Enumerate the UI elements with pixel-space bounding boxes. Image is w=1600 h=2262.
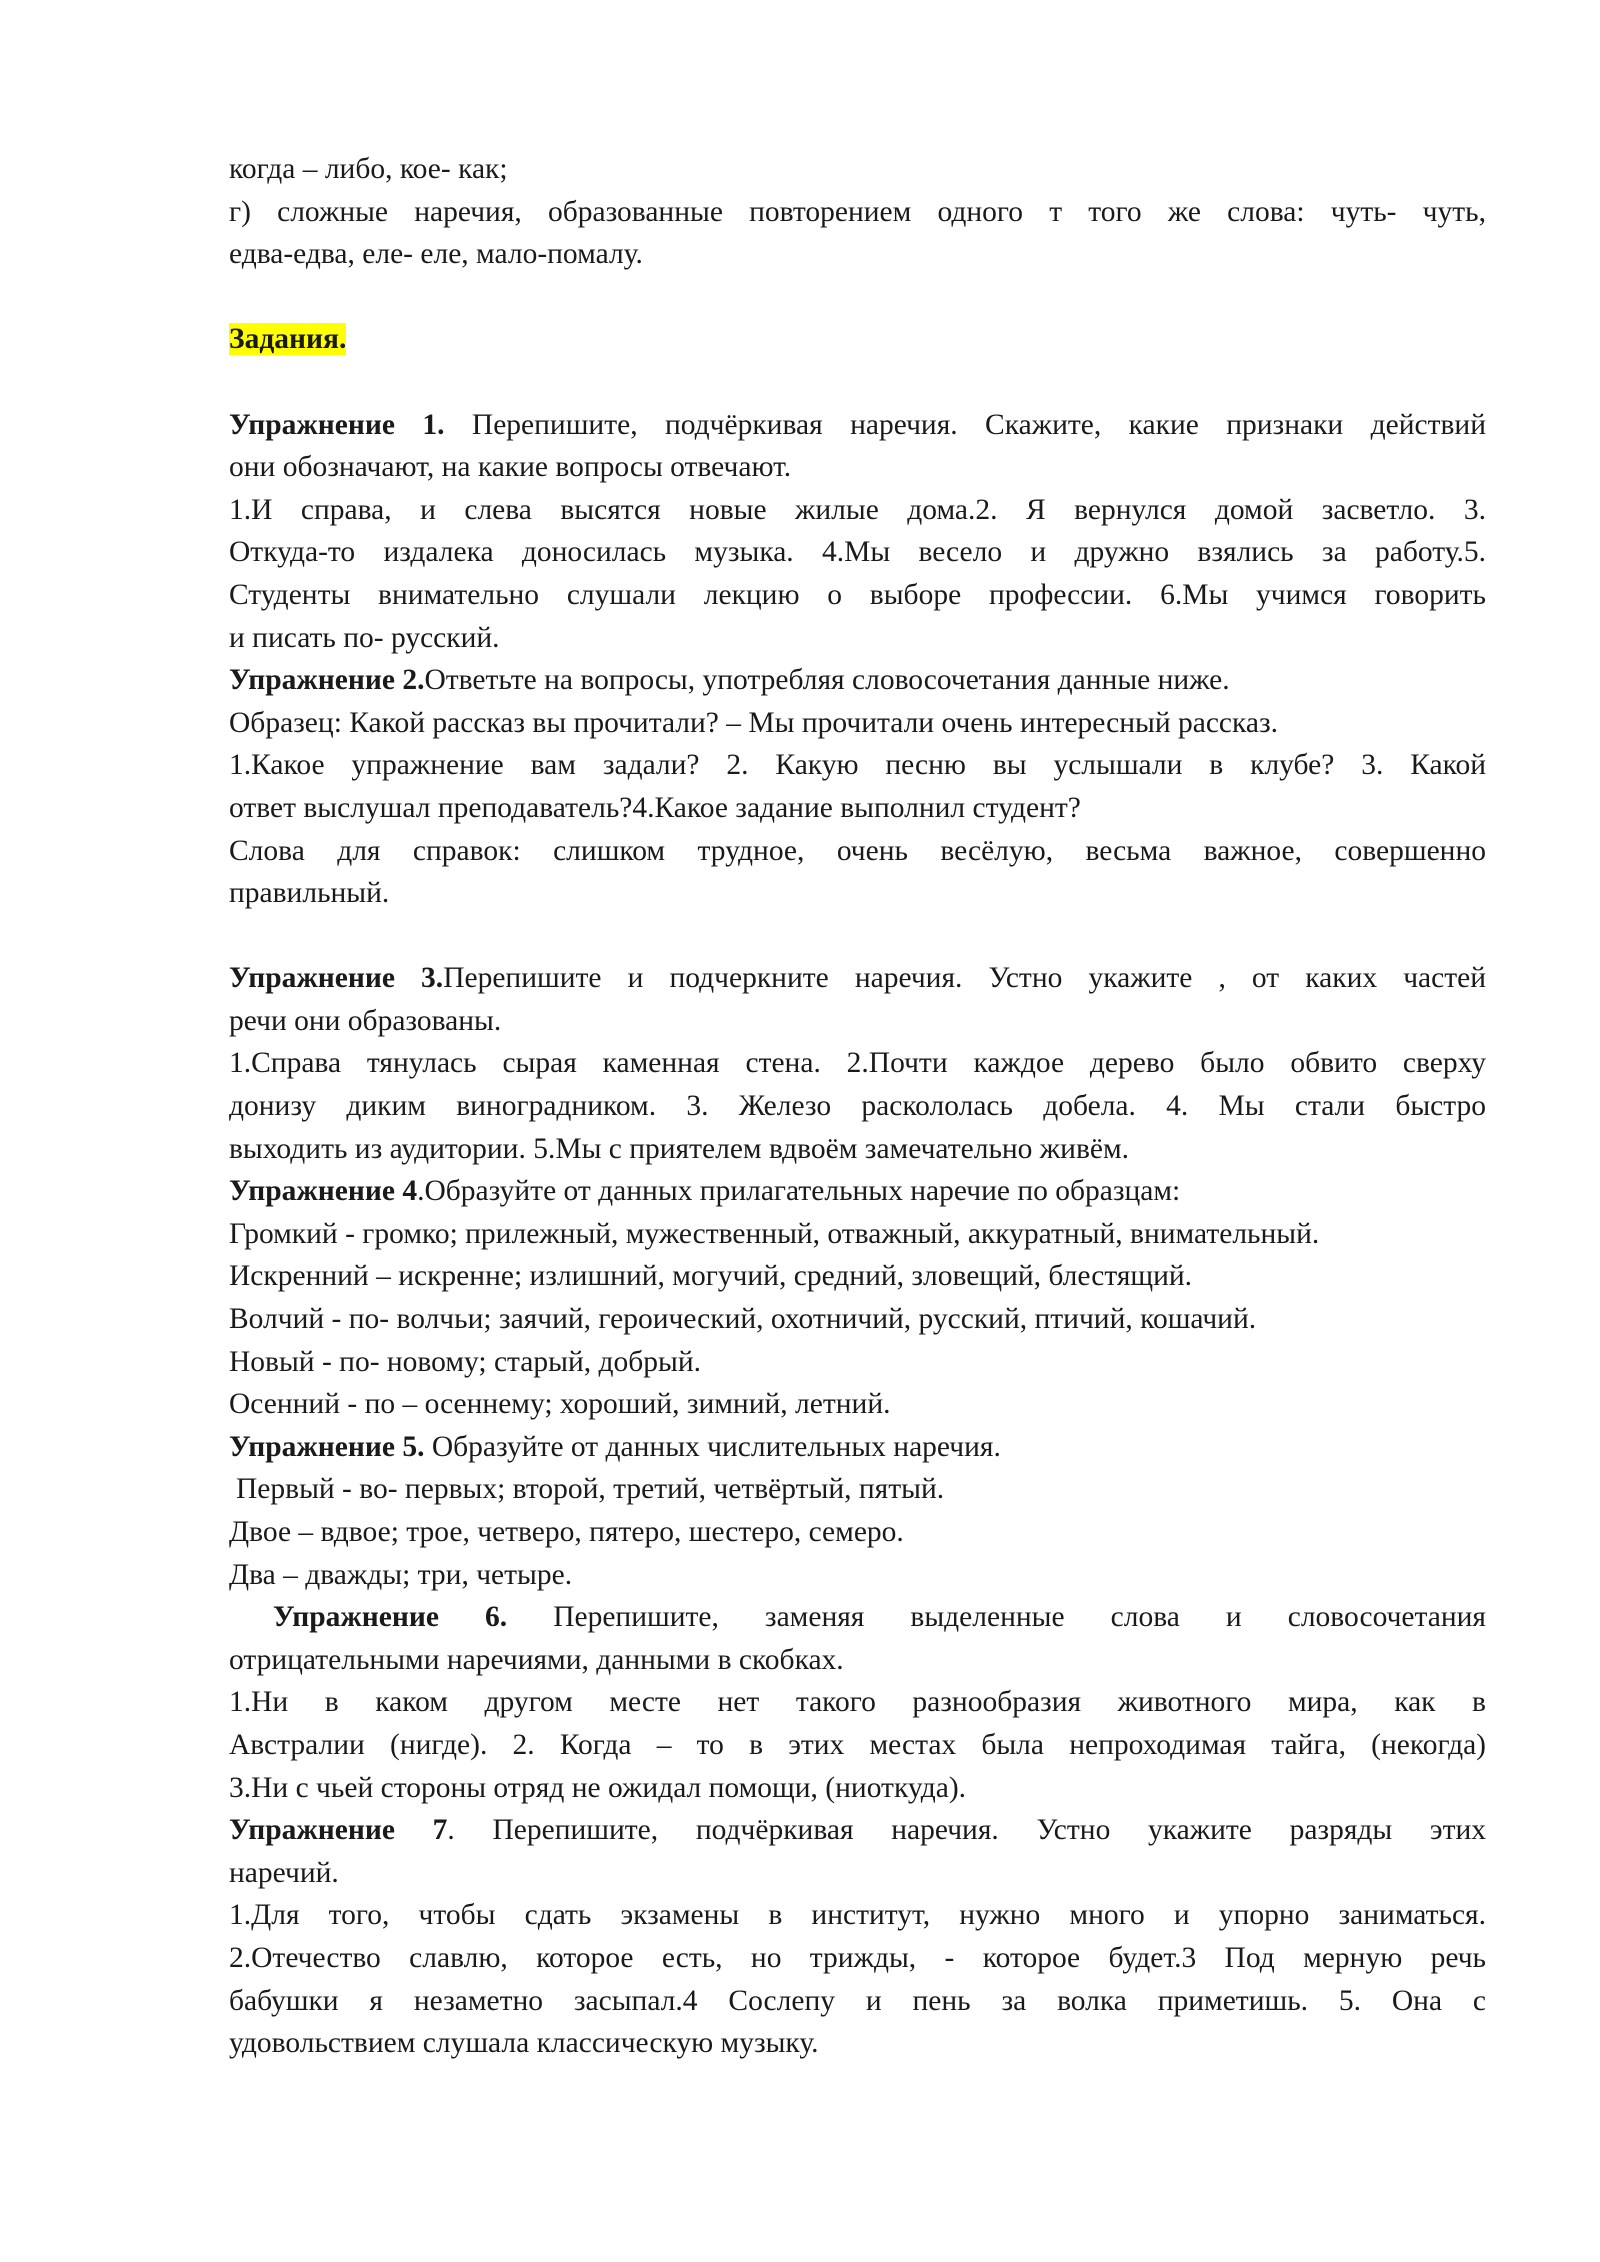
exercise-1-instruction: Перепишите, подчёркивая наречия. Скажите, какие признаки действий (444, 408, 1486, 441)
exercise-7-instruction: . Перепишите, подчёркивая наречия. Устно укажите разряды этих (447, 1814, 1486, 1847)
text-line: Студенты внимательно слушали лекцию о выборе профессии. 6.Мы учимся говорить (229, 578, 1486, 611)
text-line: наречий. (229, 1856, 339, 1889)
document-body (229, 148, 1486, 2065)
text-line: и писать по- русский. (229, 621, 500, 654)
exercise-3-label: Упражнение 3. (229, 962, 444, 995)
exercise-7-label: Упражнение 7 (229, 1814, 448, 1847)
exercise-6-heading (229, 1596, 1486, 1639)
exercise-1-heading (229, 404, 1486, 447)
text-line: 2.Отечество славлю, которое есть, но трижды, - которое будет.3 Под мерную речь (229, 1941, 1486, 1974)
blank-line (229, 276, 1486, 319)
text-line: Откуда-то издалека доносилась музыка. 4.Мы весело и дружно взялись за работу.5. (229, 536, 1486, 569)
exercise-1-label: Упражнение 1. (229, 408, 445, 441)
text-line: удовольствием слушала классическую музыку. (229, 2027, 819, 2060)
text-line: Искренний – искренне; излишний, могучий, средний, зловещий, блестящий. (229, 1260, 1193, 1293)
text-line: отрицательными наречиями, данными в скобках. (229, 1643, 844, 1676)
text-line: донизу диким виноградником. 3. Железо раскололась добела. 4. Мы стали быстро (229, 1090, 1486, 1123)
exercise-5-heading (229, 1426, 1486, 1469)
text-line: Осенний - по – осеннему; хороший, зимний, летний. (229, 1388, 891, 1421)
text-line: они обозначают, на какие вопросы отвечают. (229, 451, 792, 484)
exercise-7-heading (229, 1809, 1486, 1852)
text-line: Образец: Какой рассказ вы прочитали? – Мы прочитали очень интересный рассказ. (229, 706, 1279, 739)
exercise-2-instruction: Ответьте на вопросы, употребляя словосочетания данные ниже. (424, 664, 1230, 697)
exercise-2-label: Упражнение 2. (229, 664, 425, 697)
text-line: правильный. (229, 877, 390, 910)
text-line: выходить из аудитории. 5.Мы с приятелем вдвоём замечательно живём. (229, 1132, 1130, 1165)
text-line: ответ выслушал преподаватель?4.Какое задание выполнил студент? (229, 791, 1081, 824)
exercise-6-label: Упражнение 6. (273, 1601, 508, 1634)
exercise-5-instruction: Образуйте от данных числительных наречия. (424, 1430, 1001, 1463)
exercise-3-heading (229, 957, 1486, 1000)
text-line: Два – дважды; три, четыре. (229, 1558, 573, 1591)
exercise-4-heading (229, 1170, 1486, 1213)
text-line: 1.Ни в каком другом месте нет такого разнообразия животного мира, как в (229, 1686, 1486, 1719)
blank-line (229, 361, 1486, 404)
text-line: 1.Какое упражнение вам задали? 2. Какую песню вы услышали в клубе? 3. Какой (229, 749, 1486, 782)
exercise-5-label: Упражнение 5. (229, 1430, 425, 1463)
tasks-heading-line (229, 318, 1486, 361)
exercise-2-heading (229, 659, 1486, 702)
tasks-heading: Задания. (229, 323, 347, 356)
text-line: бабушки я незаметно засыпал.4 Сослепу и пень за волка приметишь. 5. Она с (229, 1984, 1486, 2017)
text-line: 1.Для того, чтобы сдать экзамены в институт, нужно много и упорно заниматься. (229, 1899, 1486, 1932)
text-line: речи они образованы. (229, 1004, 502, 1037)
text-line: г) сложные наречия, образованные повторением одного т того же слова: чуть- чуть, (229, 195, 1486, 228)
exercise-4-instruction: .Образуйте от данных прилагательных наречие по образцам: (417, 1175, 1181, 1208)
text-line: Австралии (нигде). 2. Когда – то в этих местах была непроходимая тайга, (некогда) (229, 1728, 1486, 1761)
text-line: Громкий - громко; прилежный, мужественный, отважный, аккуратный, внимательный. (229, 1217, 1320, 1250)
text-line: 3.Ни с чьей стороны отряд не ожидал помощи, (ниоткуда). (229, 1771, 967, 1804)
text-line: когда – либо, кое- как; (229, 153, 508, 185)
text-line: Новый - по- новому; старый, добрый. (229, 1345, 701, 1378)
blank-line (229, 915, 1486, 958)
text-line: Двое – вдвое; трое, четверо, пятеро, шестеро, семеро. (229, 1516, 904, 1548)
text-line: 1.Справа тянулась сырая каменная стена. 2.Почти каждое дерево было обвито сверху (229, 1047, 1486, 1080)
exercise-4-label: Упражнение 4 (229, 1175, 418, 1208)
exercise-6-instruction: Перепишите, заменяя выделенные слова и словосочетания (507, 1601, 1487, 1634)
text-line: Слова для справок: слишком трудное, очень весёлую, весьма важное, совершенно (229, 834, 1486, 867)
text-line: Первый - во- первых; второй, третий, четвёртый, пятый. (236, 1473, 945, 1506)
text-line: едва-едва, еле- еле, мало-помалу. (229, 238, 643, 271)
text-line: 1.И справа, и слева высятся новые жилые дома.2. Я вернулся домой засветло. 3. (229, 493, 1486, 526)
exercise-3-instruction: Перепишите и подчеркните наречия. Устно укажите , от каких частей (443, 962, 1487, 995)
text-line: Волчий - по- волчьи; заячий, героический, охотничий, русский, птичий, кошачий. (229, 1303, 1257, 1336)
